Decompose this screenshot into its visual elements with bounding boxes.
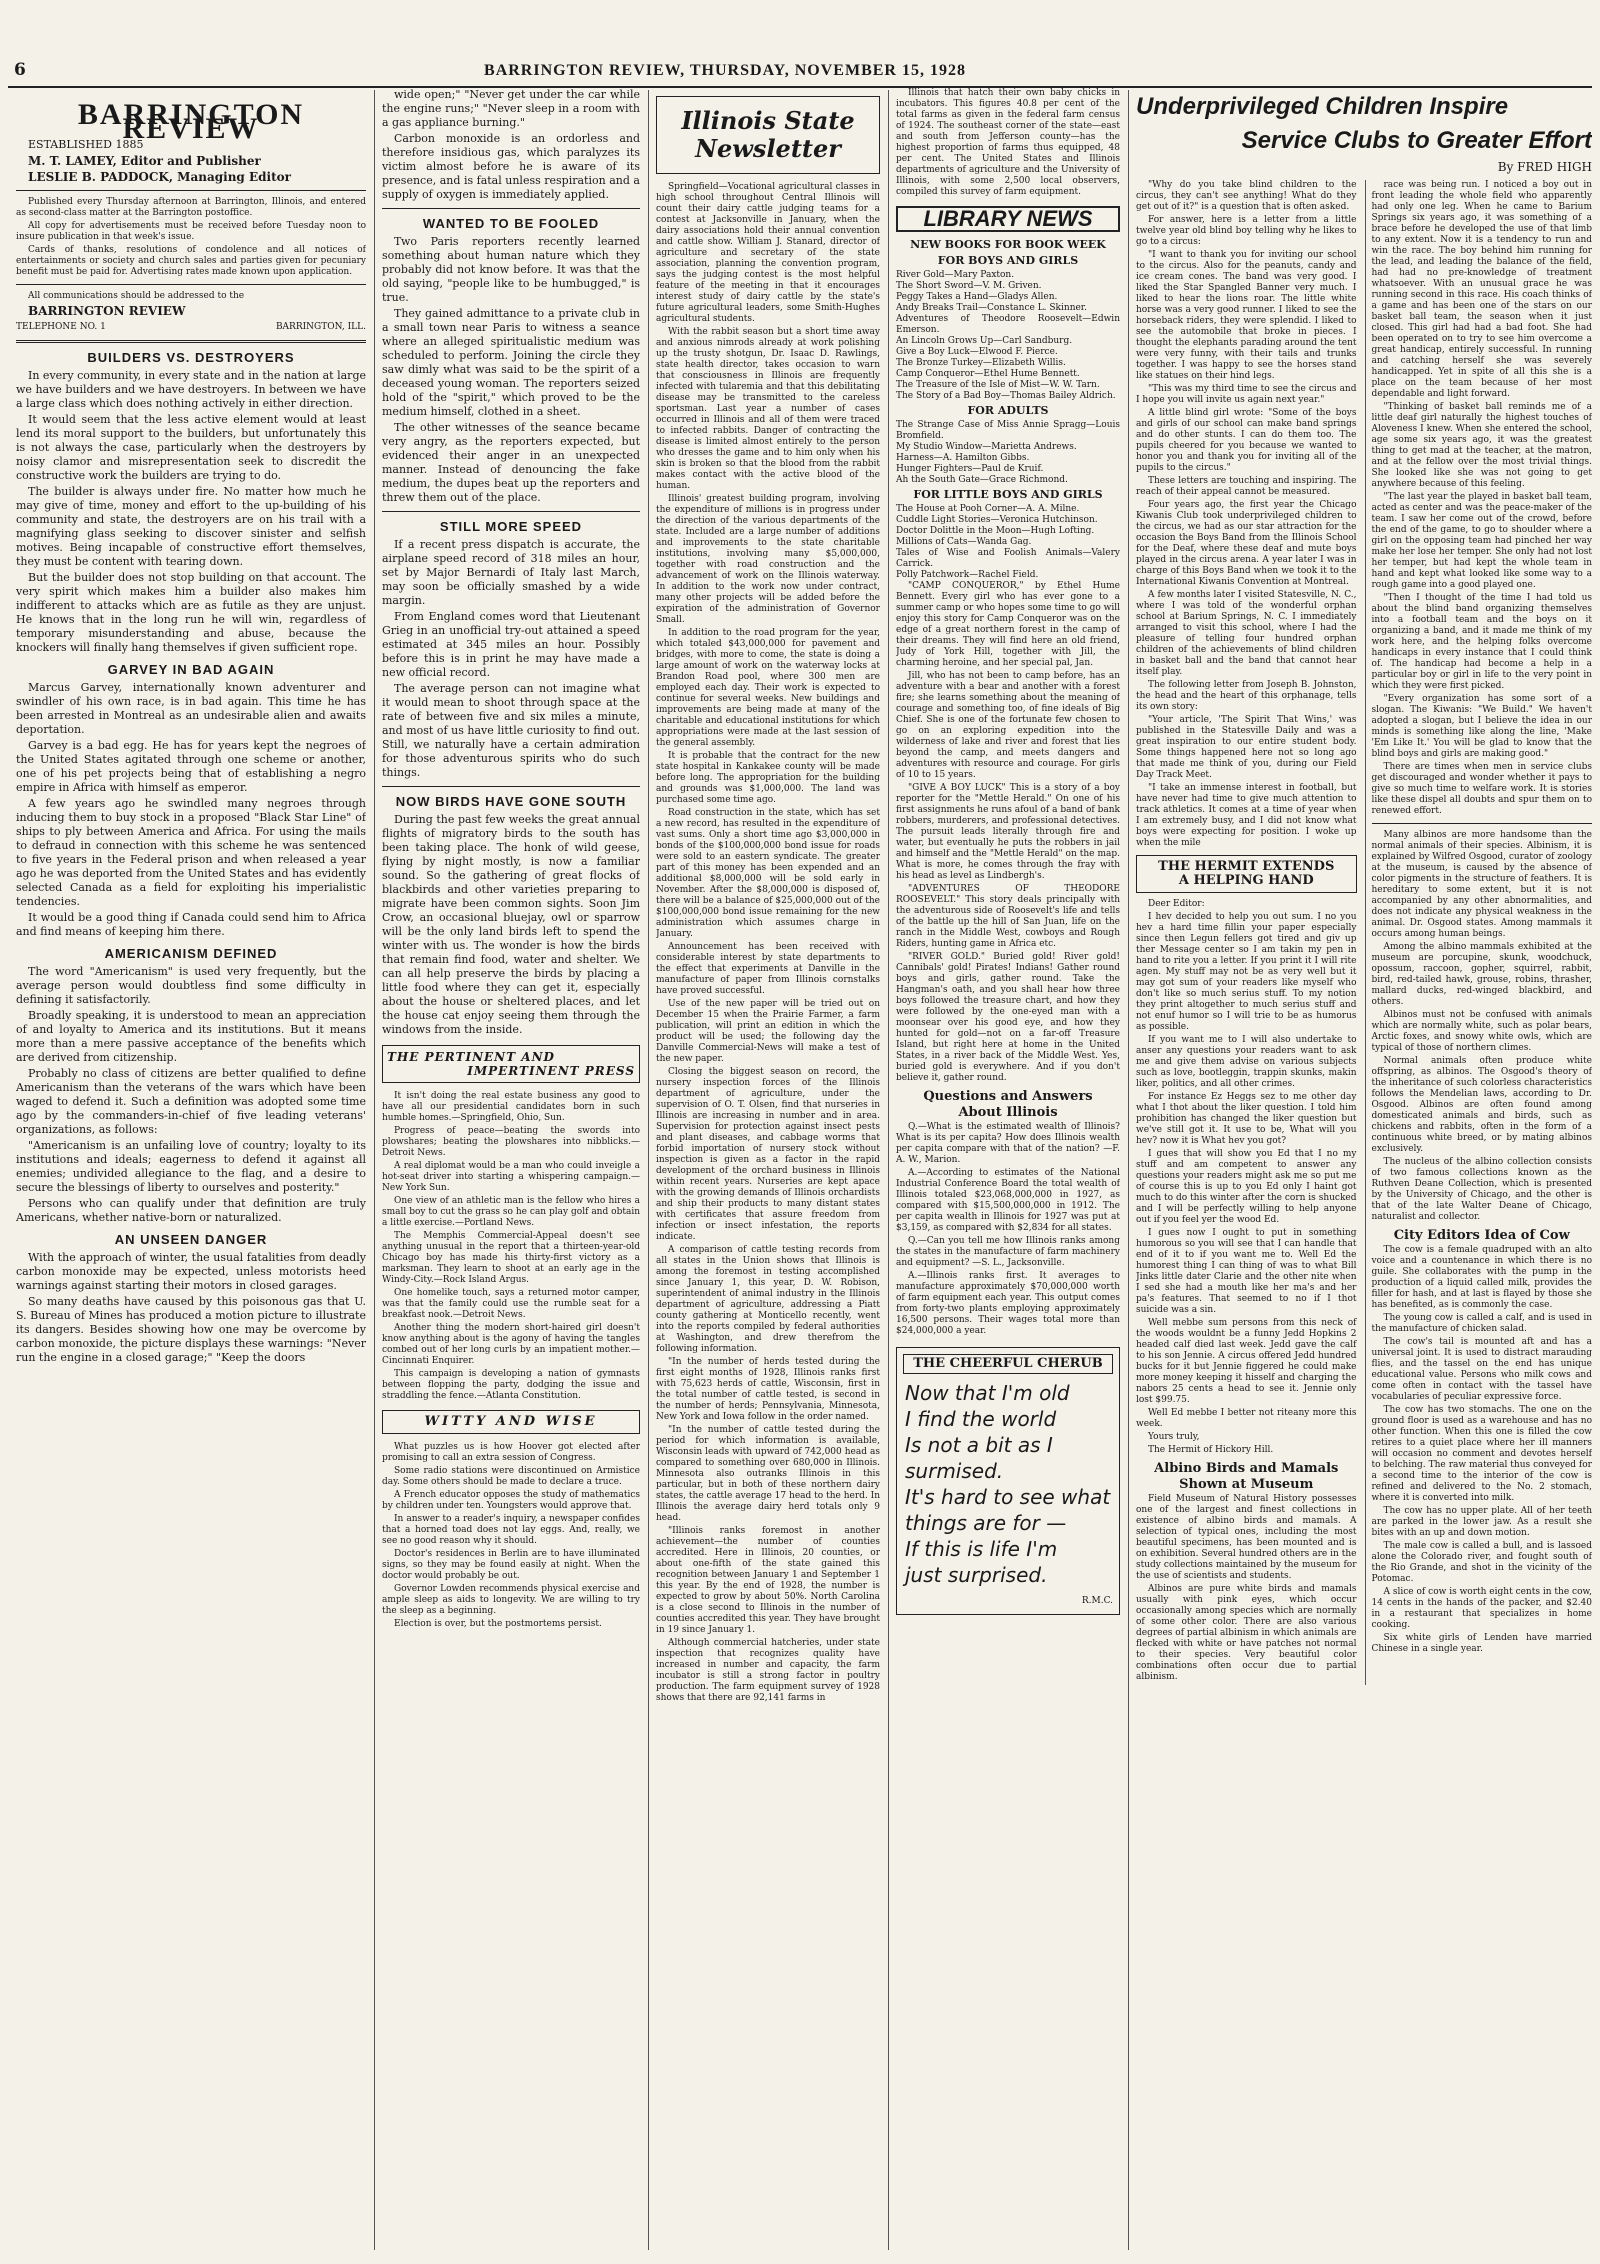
paragraph: Six white girls of Lenden have married Chinese in a single year. — [1371, 1633, 1592, 1654]
paragraph: race was being run. I noticed a boy out in front leading the whole field who apparently had only one leg. When he came to Barium Springs six years ago, it was something of a brace before he developed the use of that limb to any extent. Now it is a tendency to run and win the race. The boy behind him running for the lead, and leading the balance of the field, had had no pre-knowledge of treatment whatsoever. With an unusual grace he was running second in this race. His coach thinks of a game and has been one of the stars on our basket ball team, the season when it just closed. This girl had had a bad foot. She had been operated on to try to see him overcome a great handicap, entirely successful. In running and catching herself she was severely handicapped. Yet in spite of all this she is a place on the team because of her most dependable and light forward. — [1371, 180, 1592, 399]
paragraph: "I want to thank you for inviting our school to the circus. Also for the peanuts, candy and ice cream cones. The band was very good. I liked the Star Spangled Banner very much. I liked to hear the lions roar. The little white horse was a very good runner. I liked to see the horseback riders, they were splendid. I liked to see the automobile that broke in pieces. I thought the elephants parading around the tent were very funny, with their tails and trunks together. I was happy to see the horses stand like statues on their hind legs. — [1136, 250, 1357, 381]
book-list-little — [896, 504, 1120, 581]
managing-editor-line: LESLIE B. PADDOCK, Managing Editor — [28, 170, 291, 184]
albino-article-continued — [1372, 830, 1593, 1223]
address-name: BARRINGTON REVIEW — [28, 304, 186, 318]
paragraph: The other witnesses of the seance became very angry, as the reporters expected, but evidenced their anger in an unexpected manner. Instead of denouncing the fake medium, the dupes beat up the reporters and threw them out of the place. — [382, 421, 640, 504]
library-subhead-adults: FOR ADULTS — [967, 404, 1049, 417]
paragraph: Another thing the modern short-haired girl doesn't know anything about is the agony of having the tangles combed out of her long curls by an impatient mother.—Cincinnati Enquirer. — [382, 1323, 640, 1366]
telephone: TELEPHONE NO. 1 — [16, 322, 106, 332]
paragraph: The Memphis Commercial-Appeal doesn't see anything unusual in the report that a thirteen-year-old Chicago boy has made his thirty-first victory as a marksman. They learn to shoot at an early age in the Windy-City.—Rock Island Argus. — [382, 1231, 640, 1285]
paragraph: These letters are touching and inspiring. The reach of their appeal cannot be measured. — [1136, 476, 1357, 497]
paragraph: Governor Lowden recommends physical exercise and ample sleep as aids to longevity. We are willing to try the sleep as a beginning. — [382, 1584, 640, 1616]
paragraph: A real diplomat would be a man who could inveigle a hot-seat driver into starting a whispering campaign.—New York Sun. — [382, 1161, 640, 1193]
byline: By FRED HIGH — [1497, 160, 1592, 174]
paragraph: Doctor's residences in Berlin are to have illuminated signs, so they may be found easily at night. When the doctor would probably be out. — [382, 1549, 640, 1581]
paragraph: Announcement has been received with considerable interest by state departments to the effect that experiments at Danville in the manufacture of paper from Illinois cornstalks have proved successful. — [656, 942, 880, 996]
library-subhead-2: FOR BOYS AND GIRLS — [937, 254, 1079, 267]
paragraph: The nucleus of the albino collection consists of two famous collections known as the Ruthven Deane Collection, which is presented by the University of Chicago, and the other is that of the late Walter Deane of Chicago, naturalist and collector. — [1371, 1157, 1592, 1222]
paragraph: Camp Conqueror—Ethel Hume Bennett. — [896, 369, 1080, 379]
paragraph: "In the number of herds tested during the first eight months of 1928, Illinois ranks first with 75,623 herds of cattle, Wisconsin, first in the total number of cattle tested, is second in the number of herds; Pennsylvania, Minnesota, New York and Iowa follow in the order named. — [656, 1357, 880, 1422]
albino-title-2: Shown at Museum — [1179, 1477, 1314, 1492]
paragraph: Well mebbe sum persons from this neck of the woods wouldnt be a funny Jedd Hopkins 2 headed calf died last week. Jedd gave the calf to his son Jennie. A circus offered Jedd hundred bucks for it but Jennie figgered he could make more money keeping it hisself and charging the nabors 25 cents a head to see it. Jennie only lost $99.75. — [1136, 1318, 1357, 1405]
library-subhead-1: NEW BOOKS FOR BOOK WEEK — [910, 238, 1106, 251]
feature-title-1: Underprivileged Children Inspire — [1136, 93, 1509, 120]
paragraph: Some radio stations were discontinued on Armistice day. Some others should be made to declare a truce. — [382, 1466, 640, 1487]
paragraph: With the approach of winter, the usual fatalities from deadly carbon monoxide may be expected, unless motorists heed warnings against starting their motors in closed garages. — [16, 1251, 366, 1292]
paragraph: Doctor Dolittle in the Moon—Hugh Lofting. — [896, 526, 1095, 536]
paragraph: Many albinos are more handsome than the normal animals of their species. Albinism, it is explained by Wilfred Osgood, curator of zoology at the museum, is caused by the absence of color pigments in the structure of feathers. It is hereditary to some extent, but it is not accompanied by any other abnormalities, and does not indicate any physical weakness in the animal. Dr. Osgood states. Among mammals it occurs among human beings. — [1371, 830, 1592, 939]
paragraph: Deer Editor: — [1148, 899, 1205, 909]
paragraph: Springfield—Vocational agricultural classes in high school throughout Central Illinois will count their dairy cattle judging teams for a contest at Jacksonville in January, when the dairy associations hold their annual convention and cattle show. William J. Stanard, director of agriculture and secretary of the state association, planning the convention program, says the judging contest is the most helpful feature of the meeting in that it encourages interest study of dairy cattle by the state's future agricultural leaders, some Smith-Hughes agricultural students. — [656, 182, 880, 324]
paragraph: "Thinking of basket ball reminds me of a little deaf girl naturally the highest touches of Aloveness I knew. When she entered the school, age some six years ago, it was the greatest thing to get mad at the teacher, at the matron, and at the fellow over the most trivial things. She looked like she was not going to get anywhere because of this feeling. — [1371, 402, 1592, 489]
paragraph: One homelike touch, says a returned motor camper, was that the family could use the rumble seat for a breakfast nook.—Detroit News. — [382, 1288, 640, 1320]
paragraph: It is probable that the contract for the new state hospital in Kankakee county will be made before long. The appropriation for the building and grounds was $1,000,000. The land was purchased some time ago. — [656, 751, 880, 805]
paragraph: wide open;" "Never get under the car while the engine runs;" "Never sleep in a room with a gas appliance burning." — [382, 88, 640, 129]
paragraph: Jill, who has not been to camp before, has an adventure with a bear and another with a forest fire; she learns something about the meaning of courage and something too, of fine ideals of Big Chief. She is one of the fortunate few chosen to go on an exploring expedition into the wilderness of lake and river and forest that lies beyond the camp, and meets dangers and adventures with resource and courage. For girls of 10 to 15 years. — [896, 671, 1120, 780]
paragraph: Election is over, but the postmortems persist. — [394, 1619, 602, 1629]
paragraph: Broadly speaking, it is understood to mean an appreciation of and loyalty to America and its institutions. But it means more than a mere passive acceptance of the benefits which are derived from citizenship. — [16, 1009, 366, 1064]
paragraph: A.—According to estimates of the National Industrial Conference Board the total wealth of Illinois totaled $23,068,000,000 in 1927, as compared with $15,500,000,000 in 1912. The per capita wealth in Illinois for 1927 was put at $3,159, as compared with $2,834 for all states. — [896, 1168, 1120, 1233]
hermit-title-1: THE HERMIT EXTENDS — [1158, 859, 1335, 874]
paragraph: In every community, in every state and in the nation at large we have builders and we have destroyers. In between we have a large class which does nothing actively in either direction. — [16, 369, 366, 410]
paragraph: The Short Sword—V. M. Griven. — [896, 281, 1042, 291]
paid-notices-policy: Cards of thanks, resolutions of condolence and all notices of entertainments or society and church sales and parties given for pecuniary benefit must be paid for. Advertising rates made known upon application. — [16, 245, 366, 277]
divider — [16, 284, 366, 285]
paragraph: This campaign is developing a nation of gymnasts between flopping the party, dodging the issue and straddling the fence.—Atlanta Constitution. — [382, 1369, 640, 1401]
divider — [16, 190, 366, 191]
column-editorial-2 — [382, 88, 640, 2250]
pertinent-press-title-2: IMPERTINENT PRESS — [467, 1064, 635, 1078]
paragraph: The average person can not imagine what it would mean to shoot through space at the rate of between five and six miles a minute, and most of us have little curiosity to find out. Still, we naturally have a certain admiration for those adventurous spirits who do such things. — [382, 682, 640, 779]
column-divider — [888, 90, 889, 2250]
albino-title-1: Albino Birds and Mamals — [1154, 1461, 1339, 1476]
paragraph: The builder is always under fire. No matter how much he may give of time, money and effort to the up-building of his community and state, the destroyers are on his trail with a magnifying glass seeking to discover sinister and selfish motives. Being incapable of constructive effort themselves, they must be content with tearing down. — [16, 485, 366, 568]
paragraph: For instance Ez Heggs sez to me other day what I thot about the liker question. I told him prohibition has changed the liker question but we've still got it. It use to be, What will you hev? now it is What hev you got? — [1136, 1092, 1357, 1146]
article-wanted-fooled — [382, 235, 640, 505]
book-reviews — [896, 581, 1120, 1084]
verse-line: It's hard to see what — [905, 1485, 1111, 1509]
paragraph: "ADVENTURES OF THEODORE ROOSEVELT." This story deals principally with the adventurous side of Roosevelt's life and tells of the battle up the hill of San Juan, life on the ranch in the Middle West, cowboys and Rough Riders, hunting game in Africa etc. — [896, 884, 1120, 949]
article-unseen-danger-continued — [382, 88, 640, 202]
paragraph: Yours truly, — [1148, 1432, 1200, 1442]
paragraph: Millions of Cats—Wanda Gag. — [896, 537, 1032, 547]
paragraph: Polly Patchwork—Rachel Field. — [896, 570, 1039, 580]
feature-body — [1136, 180, 1592, 1685]
feature-article-part-2 — [1372, 180, 1593, 817]
paragraph: The following letter from Joseph B. Johnston, the head and the heart of this orphanage, tells its own story: — [1136, 680, 1357, 712]
paragraph: Progress of peace—beating the swords into plowshares; beating the plowshares into nibblicks.—Detroit News. — [382, 1126, 640, 1158]
paragraph: "Every organization has some sort of a slogan. The Kiwanis: "We Build." We haven't adopted a slogan, but I believe the idea in our minds is something like along the line, 'Make 'Em Like It.' You will be glad to know that the blind boys and girls are making good." — [1371, 694, 1592, 759]
feature-title-2: Service Clubs to Greater Effort — [1241, 127, 1592, 154]
paragraph: The Hermit of Hickory Hill. — [1148, 1445, 1274, 1455]
paragraph: If you want me to I will also undertake to anser any questions your readers want to ask me and give them advise on various subjects such as love, bootleggin, trappin skunks, makin liker, politics, and all other crimes. — [1136, 1035, 1357, 1089]
paragraph: Well Ed mebbe I better not riteany more this week. — [1136, 1408, 1357, 1429]
column-divider — [374, 90, 375, 2250]
paragraph: "RIVER GOLD." Buried gold! River gold! Cannibals' gold! Pirates! Indians! Gather round boys and girls, gather round. Take the Hangman's oath, and you shall hear how three boys followed the treasure chart, and how they were followed by the one-eyed man with a moonsear over his good eye, and how they hunted for gold—not on a far-off Treasure Island, but right here at home in the United States, in a river back of the Middle West. Yes, buried gold is everywhere. And if you don't believe it, gather round. — [896, 952, 1120, 1083]
article-unseen-danger — [16, 1251, 366, 1365]
publication-notice: Published every Thursday afternoon at Barrington, Illinois, and entered as second-class matter at the Barrington postoffice. — [16, 197, 366, 218]
verse-line: I find the world — [905, 1407, 1057, 1431]
pertinent-press-title-1: THE PERTINENT AND — [387, 1050, 555, 1064]
editor-line: M. T. LAMEY, Editor and Publisher — [28, 154, 261, 168]
paragraph: Among the albino mammals exhibited at the museum are porcupine, skunk, woodchuck, opossum, raccoon, gopher, squirrel, rabbit, bird, red-tailed hawk, grouse, robins, thrasher, mallard ducks, red-winged blackbird, and others. — [1371, 942, 1592, 1007]
copy-deadline-notice: All copy for advertisements must be received before Tuesday noon to insure publication in that week's issue. — [16, 221, 366, 242]
address-line: All communications should be addressed to the — [28, 291, 245, 301]
paragraph: It would seem that the less active element would at least lend its moral support to the builders, but unfortunately this is not always the case, particularly when the destroyers by noisy clamor and misrepresentation seek to discredit the constructive work the builders are trying to do. — [16, 413, 366, 482]
paragraph: In answer to a reader's inquiry, a newspaper confides that a horned toad does not lay eggs. And, really, we see no good reason why it should. — [382, 1514, 640, 1546]
paragraph: Adventures of Theodore Roosevelt—Edwin Emerson. — [896, 314, 1120, 335]
column-state-newsletter — [656, 88, 880, 2250]
paragraph: Carbon monoxide is an ordorless and therefore insidious gas, which paralyzes its victim almost before he is aware of its presence, and is fatal unless respiration and a supply of oxygen is immediately applied. — [382, 132, 640, 201]
feature-article-part-1 — [1136, 180, 1357, 849]
divider — [1372, 823, 1593, 824]
headline-birds-south: NOW BIRDS HAVE GONE SOUTH — [395, 794, 627, 809]
paragraph: The male cow is called a bull, and is lassoed alone the Colorado river, and fought south of the Rio Grande, and shot in the vicinity of the Potomac. — [1371, 1541, 1592, 1584]
headline-more-speed: STILL MORE SPEED — [439, 519, 583, 534]
paragraph: Normal animals often produce white offspring, as albinos. The Osgood's theory of the inheritance of such colorless characteristics follows the Mendelian laws, according to Dr. Osgood. Albinos are often found among domesticated animals and birds, such as chickens and rabbits, often in the form of a continuous white breed, or by mating albinos exclusively. — [1371, 1056, 1592, 1154]
column-divider — [1128, 90, 1129, 2250]
paragraph: An Lincoln Grows Up—Carl Sandburg. — [896, 336, 1073, 346]
paragraph: During the past few weeks the great annual flights of migratory birds to the south has been taking place. The honk of wild geese, flying by night mostly, is now a familiar sound. So the gathering of great flocks of blackbirds and other varieties preparing to migrate have been common sights. Soon Jim Crow, an occasional bluejay, owl or sparrow will be the only land birds left to spend the winter with us. The wonder is how the birds that remain find food, water and shelter. We can all help preserve the birds by placing a little food where they can get it, especially about the house or sheltered places, and let the house cat enjoy seeing them through the windows from the inside. — [382, 813, 640, 1036]
headline-builders: BUILDERS VS. DESTROYERS — [87, 350, 295, 365]
paragraph: Persons who can qualify under that definition are truly Americans, whether native-born or naturalized. — [16, 1197, 366, 1224]
paragraph: The cow's tail is mounted aft and has a universal joint. It is used to distract marauding flies, and the tassel on the end has unique educational value. Persons who milk cows and come often in contact with the tassel have vocabularies of peculiar expressive force. — [1371, 1337, 1592, 1402]
divider — [16, 340, 366, 343]
paragraph: Hunger Fighters—Paul de Kruif. — [896, 464, 1044, 474]
cherub-verse — [905, 1380, 1111, 1588]
paragraph: A slice of cow is worth eight cents in the cow, 14 cents in the hands of the packer, and $2.40 in a restaurant that specializes in home cooking. — [1371, 1587, 1592, 1630]
paragraph: "The last year the played in basket ball team, acted as center and was the peace-maker of the team. I saw her come out of the crowd, before the end of the game, to go to shoulder where a girl on the opposing team had pinched her way make her lose her temper. She only had not lost her temper, but had kept the whole team in hand and kept what looked like some way to a rough game into a good played one. — [1371, 492, 1592, 590]
column-service-clubs — [1136, 88, 1592, 2250]
paragraph: The cow has no upper plate. All of her teeth are parked in the lower jaw. As a result she bites with an up and down motion. — [1371, 1506, 1592, 1538]
verse-line: just surprised. — [905, 1563, 1048, 1587]
paragraph: If a recent press dispatch is accurate, the airplane speed record of 318 miles an hour, set by Major Bernardi of Italy last March, may soon be officially smashed by a wide margin. — [382, 538, 640, 607]
article-birds-south — [382, 813, 640, 1037]
paragraph: One view of an athletic man is the fellow who hires a small boy to cut the grass so he can play golf and obtain a little exercise.—Portland News. — [382, 1196, 640, 1228]
paragraph: Q.—Can you tell me how Illinois ranks among the states in the manufacture of farm machinery and equipment? —S. L., Jacksonville. — [896, 1236, 1120, 1268]
paragraph: The Bronze Turkey—Elizabeth Willis. — [896, 358, 1066, 368]
qa-title-2: About Illinois — [958, 1105, 1058, 1120]
paragraph: Peggy Takes a Hand—Gladys Allen. — [896, 292, 1058, 302]
paragraph: "Why do you take blind children to the circus, they can't see anything! What do they get out of it?" is a question that is often asked. — [1136, 180, 1357, 212]
column-divider — [648, 90, 649, 2250]
paragraph: Give a Boy Luck—Elwood F. Pierce. — [896, 347, 1058, 357]
established-line: ESTABLISHED 1885 — [28, 138, 144, 151]
hermit-letter — [1136, 899, 1357, 1456]
paragraph: My Studio Window—Marietta Andrews. — [896, 442, 1077, 452]
verse-line: surmised. — [905, 1459, 1004, 1483]
headline-americanism: AMERICANISM DEFINED — [104, 946, 278, 961]
paragraph: So many deaths have caused by this poisonous gas that U. S. Bureau of Mines has produced a motion picture to illustrate its dangers. Besides showing how one may be overcome by carbon monoxide, the picture displays these warnings: "Never run the engine in a closed garage;" "Keep the doors — [16, 1295, 366, 1364]
dateline: BARRINGTON REVIEW, THURSDAY, NOVEMBER 15, 1928 — [484, 62, 966, 79]
paragraph: Ah the South Gate—Grace Richmond. — [896, 475, 1068, 485]
paragraph: In addition to the road program for the year, which totaled $43,000,000 for pavement and bridges, with more to come, the state is doing a large amount of work on the waterway locks at Brandon Road pool, where 300 men are employed each day. Their work is expected to continue for several weeks. New buildings and improvements are being made at many of the charitable and educational institutions for which appropriations were made at the last session of the general assembly. — [656, 628, 880, 748]
city: BARRINGTON, ILL. — [275, 322, 366, 332]
paragraph: Albinos are pure white birds and mamals usually with pink eyes, which occur occasionally among species which are normally of some other color. There are also various degrees of partial albinism in which animals are flecked with white or have patches not normal to their species. Very beautiful color combinations often occur due to partial albinism. — [1136, 1584, 1357, 1682]
hermit-title-2: A HELPING HAND — [1178, 873, 1314, 888]
paragraph: The cow is a female quadruped with an alto voice and a countenance in which there is no guile. She collaborates with the pump in the production of a liquid called milk, provides the filler for hash, and at last is flayed by those she has benefited, as is commonly the case. — [1371, 1245, 1592, 1310]
contact-line — [16, 320, 366, 334]
paragraph: The Story of a Bad Boy—Thomas Bailey Aldrich. — [896, 391, 1116, 401]
headline-garvey: GARVEY IN BAD AGAIN — [107, 662, 275, 677]
city-editor-cow-article — [1372, 1245, 1593, 1655]
paragraph: A little blind girl wrote: "Some of the boys and girls of our school can make band springs and do other stunts. I can do them too. The pupils cheered for you because we wanted to honor you and thank you for inviting all of the pupils to the circus." — [1136, 408, 1357, 473]
article-garvey — [16, 681, 366, 939]
library-news-title: LIBRARY NEWS — [896, 206, 1120, 232]
paragraph: Harness—A. Hamilton Gibbs. — [896, 453, 1030, 463]
witty-wise-items — [382, 1442, 640, 1630]
paragraph: Tales of Wise and Foolish Animals—Valery Carrick. — [896, 548, 1120, 569]
cherub-signature: R.M.C. — [1081, 1596, 1113, 1606]
paragraph: Illinois that hatch their own baby chicks in incubators. This figures 40.8 per cent of the total farms as given in the federal farm census of 1924. The southeast corner of the state—east and south from Jefferson county—has the highest proportion of farms thus equipped, 48 per cent. The United States and Illinois departments of agriculture and the University of Illinois, with some 2,500 local observers, compiled this survey of farm equipment. — [896, 88, 1120, 197]
paragraph: "In the number of cattle tested during the period for which information is available, Wisconsin leads with upward of 742,000 head as compared to something over 680,000 in Illinois. Minnesota also outranks Illinois in this particular, but in both of these northern dairy states, the cattle average 17 head to the herd. In Illinois the average dairy herd totals only 9 head. — [656, 1425, 880, 1523]
newsletter-articles — [656, 182, 880, 1704]
page-number: 6 — [14, 60, 26, 80]
article-americanism — [16, 965, 366, 1225]
paragraph: The word "Americanism" is used very frequently, but the average person would doubtless find some difficulty in defining it satisfactorily. — [16, 965, 366, 1006]
paragraph: I gues that will show you Ed that I no my stuff and am competent to answer any questions your readers might ask me so put me of course this is up to you Ed only I haint got much to do this winter after the corn is shucked and I will be perfectly willing to help anyone out if you feel yer the wood Ed. — [1136, 1149, 1357, 1225]
verse-line: If this is life I'm — [905, 1537, 1058, 1561]
verse-line: Now that I'm old — [905, 1381, 1070, 1405]
paragraph: From England comes word that Lieutenant Grieg in an unofficial try-out attained a speed estimated at 345 miles an hour. Possibly before this is in print he may have made a new official record. — [382, 610, 640, 679]
library-subhead-little: FOR LITTLE BOYS AND GIRLS — [913, 488, 1103, 501]
paragraph: Use of the new paper will be tried out on December 15 when the Prairie Farmer, a farm publication, will print an edition in which the product will be used; the following day the Danville Commercial-News will make a test of the new paper. — [656, 999, 880, 1064]
paragraph: Closing the biggest season on record, the nursery inspection forces of the Illinois department of agriculture, under the supervision of O. T. Olsen, find that nurseries in Illinois are increasing in number and in area. Supervision for protection against insect pests and plant diseases, and cabbage worms that forbid importation of nursery stock without inspection is given as a factor in the rapid development of the orchard business in Illinois within recent years. Nurseries are kept apace with the growing demands of Illinois orchardists and ship their products to many distant states with certificates that assure freedom from infection or insect infestation, the reports indicate. — [656, 1067, 880, 1242]
paragraph: Cuddle Light Stories—Veronica Hutchinson. — [896, 515, 1098, 525]
qa-items — [896, 1122, 1120, 1337]
paragraph: A few years ago he swindled many negroes through inducing them to buy stock in a proposed "Black Star Line" of ships to ply between America and Africa. For using the mails to defraud in connection with this scheme he was sentenced to five years in the Federal prison and when released a year ago he was deported from the United States and has evidently selected Canada as a field for exploiting his imperialistic tendencies. — [16, 797, 366, 908]
paragraph: The Strange Case of Miss Annie Spragg—Louis Bromfield. — [896, 420, 1120, 441]
book-list-boys-girls — [896, 270, 1120, 402]
column-editorial-1 — [16, 88, 366, 2250]
newsletter-title-1: Illinois State — [681, 106, 855, 135]
paragraph: I hev decided to help you out sum. I no you hev a hard time fillin your paper especially since then Legun fellers got tired and giv up ther Message center so I am takin my pen in hand to rite you a letter. If you print it I will rite agen. My stuff may not be as very well but it may got sum of your readers like myself who don't like so much serius stuff. To my notion they print altogether to much serius stuff and not enuf humor so I will trie to be as humorus as possible. — [1136, 912, 1357, 1032]
paragraph: Andy Breaks Trail—Constance L. Skinner. — [896, 303, 1087, 313]
pertinent-press-header — [382, 1045, 640, 1083]
divider — [382, 786, 640, 787]
paragraph: What puzzles us is how Hoover got elected after promising to call an extra session of Congress. — [382, 1442, 640, 1463]
paragraph: It isn't doing the real estate business any good to have all our presidential candidates born in such humble homes.—Springfield, Ohio, Sun. — [382, 1091, 640, 1123]
feature-col-right — [1365, 180, 1593, 1685]
divider — [382, 511, 640, 512]
newsletter-title-box — [656, 96, 880, 174]
paragraph: Albinos must not be confused with animals which are normally white, such as polar bears, Arctic foxes, and snowy white owls, which are typical of those of northern climes. — [1371, 1010, 1592, 1053]
city-editor-cow-title: City Editors Idea of Cow — [1393, 1228, 1570, 1243]
paragraph: It would be a good thing if Canada could send him to Africa and find means of keeping him there. — [16, 911, 366, 938]
qa-title-1: Questions and Answers — [923, 1089, 1093, 1104]
albino-article — [1136, 1494, 1357, 1683]
paragraph: I gues now I ought to put in something humorous so you will see that I can handle that end of it to if you want me to. Well Ed the humorest thing I can thing of was to what Bill Jinks little dater Clarie and the other nite when I sed she had a mouth like her ma's and her pa's features. That seemed to no if I thot suicide was a sin. — [1136, 1228, 1357, 1315]
paragraph: A few months later I visited Statesville, N. C., where I was told of the wonderful orphan school at Barium Springs, N. C. I immediately arranged to visit this school, where I had the pleasure of telling four hundred orphan children of the achievements of blind children in basket ball and the band that cannot hear itself play. — [1136, 590, 1357, 677]
book-list-adults — [896, 420, 1120, 486]
paragraph: There are times when men in service clubs get discouraged and wonder whether it pays to give so much time to welfare work. It is stories like these dispel all doubts and spur them on to renewed effort. — [1371, 762, 1592, 816]
paragraph: Marcus Garvey, internationally known adventurer and swindler of his own race, is in bad again. This time he has been arrested in Montreal as an undesirable alien and awaits deportation. — [16, 681, 366, 736]
paragraph: A.—Illinois ranks first. It averages to manufacture approximately $70,000,000 worth of farm equipment each year. This output comes from forty-two plants employing approximately 16,500 persons. Their wages total more than $24,000,000 a year. — [896, 1271, 1120, 1336]
paragraph: Four years ago, the first year the Chicago Kiwanis Club took underprivileged children to the circus, we had as our star attraction for the occasion the Boys Band from the Illinois School for the Deaf, where these deaf and mute boys played in the circus arena. A year later I was in charge of this Boys Band when we took it to the International Kiwanis Convention at Montreal. — [1136, 500, 1357, 587]
cherub-title: THE CHEERFUL CHERUB — [903, 1354, 1113, 1374]
article-builders — [16, 369, 366, 655]
paragraph: "Your article, 'The Spirit That Wins,' was published in the Statesville Daily and was a great inspiration to our entire student body. Some things happened here not so long ago that made me think of you, during our Field Day Track Meet. — [1136, 715, 1357, 780]
paragraph: Two Paris reporters recently learned something about human nature which they probably did not know before. It was that the old saying, "people like to be humbugged," is true. — [382, 235, 640, 304]
divider — [382, 208, 640, 209]
verse-line: Is not a bit as I — [905, 1433, 1053, 1457]
paragraph: "This was my third time to see the circus and I hope you will invite us again next year." — [1136, 384, 1357, 405]
paragraph: River Gold—Mary Paxton. — [896, 270, 1015, 280]
paragraph: The young cow is called a calf, and is used in the manufacture of chicken salad. — [1371, 1313, 1592, 1334]
paragraph: The House at Pooh Corner—A. A. Milne. — [896, 504, 1080, 514]
paragraph: For answer, here is a letter from a little twelve year old blind boy telling why he likes to go to a circus: — [1136, 215, 1357, 247]
paragraph: Road construction in the state, which has set a new record, has resulted in the expenditure of vast sums. Only a short time ago $3,000,000 in bonds of the $100,000,000 bond issue for roads were sold to an eastern syndicate. The greater part of this money has been expended and an additional $8,000,000 will be sold early in November. After the $8,000,000 is disposed of, there will be a balance of $25,000,000 out of the $100,000,000 bond issue remaining for the new administration which assumes charge in January. — [656, 808, 880, 939]
article-more-speed — [382, 538, 640, 780]
paragraph: "Illinois ranks foremost in another achievement—the number of counties accredited. Here in Illinois, 20 counties, or about one-fifth of the state gained this recognition between January 1 and September 1 this year. By the end of 1928, the number is expected to grow by about 50%. North Carolina is a close second to Illinois in the number of counties accredited this year. They have brought in 19 since January 1. — [656, 1526, 880, 1635]
pertinent-press-items — [382, 1091, 640, 1402]
witty-wise-title: WITTY AND WISE — [424, 1414, 598, 1429]
paragraph: Garvey is a bad egg. He has for years kept the negroes of the United States agitated through one scheme or another, one of his pet projects being that of establishing a negro empire in Africa with himself as emperor. — [16, 739, 366, 794]
headline-wanted-fooled: WANTED TO BE FOOLED — [422, 216, 600, 231]
paragraph: Although commercial hatcheries, under state inspection that recognizes quality have increased in number and capacity, the farm incubator is still a strong factor in poultry production. The farm equipment survey of 1928 shows that there are 92,141 farms in — [656, 1638, 880, 1703]
newsletter-title-2: Newsletter — [695, 134, 841, 163]
column-library — [896, 88, 1120, 2250]
paragraph: "Then I thought of the time I had told us about the blind band organizing themselves into a football team and the boys on it organizing a band, and it made me think of my work here, and the helping folks overcome handicaps in every instance that I could think of. The handicap had become a help in a particular boy or girl in life to the very point in which they were first picked. — [1371, 593, 1592, 691]
verse-line: things are for — — [905, 1511, 1067, 1535]
paragraph: A comparison of cattle testing records from all states in the Union shows that Illinois is among the foremost in testing accomplished since January 1, this year, D. W. Robison, superintendent of animal industry in the Illinois department of agriculture, addressing a Piatt county gathering at Monticello recently, went into the reports compiled by federal authorities at Washington, and drew therefrom the following information. — [656, 1245, 880, 1354]
paragraph: The Treasure of the Isle of Mist—W. W. Tarn. — [896, 380, 1100, 390]
headline-unseen-danger: AN UNSEEN DANGER — [114, 1232, 268, 1247]
hermit-title-box — [1136, 855, 1357, 893]
paragraph: They gained admittance to a private club in a small town near Paris to witness a seance where an alleged spiritualistic medium was scheduled to perform. Joining the circle they saw dimly what was said to be the spirit of a deceased young woman. The reporters seized hold of the "spirit," which proved to be the medium himself, clothed in a sheet. — [382, 307, 640, 418]
paragraph: "CAMP CONQUEROR," by Ethel Hume Bennett. Every girl who has ever gone to a summer camp or who hopes some time to go will enjoy this story for Camp Conqueror was on the edge of a great northern forest in the camp of their dreams. They will find here an old friend, Judy of York Hill, together with Jill, the charming heroine, and her special pal, Jan. — [896, 581, 1120, 668]
paragraph: With the rabbit season but a short time away and anxious nimrods already at work polishing up the trusty shotgun, Dr. Isaac D. Rawlings, state health director, takes occasion to warn that consciousness in Illinois are frequently infected with tularemia and that this debilitating disease may be transmitted to the careless sportsman. Last year a number of cases occurred in Illinois and all of them were traced to infected rabbits. Danger of contracting the disease is limited almost entirely to the person who dresses the game and to him only when his skin is broken so that the blood from the rabbit makes contact with the active blood of the human. — [656, 327, 880, 491]
paragraph: Probably no class of citizens are better qualified to define Americanism than the veterans of the wars which have been waged to defend it. Such a definition was adopted some time ago by the commanders-in-chief of five leading veterans' organizations, as follows: — [16, 1067, 366, 1136]
paragraph: Q.—What is the estimated wealth of Illinois? What is its per capita? How does Illinois wealth per capita compare with that of the nation? —F. A. W., Marion. — [896, 1122, 1120, 1165]
masthead: BARRINGTON REVIEW — [77, 98, 305, 145]
witty-wise-header — [382, 1410, 640, 1434]
cheerful-cherub-box — [896, 1347, 1120, 1615]
paragraph: "I take an immense interest in football, but have never had time to give much attention to track athletics. It comes at a time of year when I am extremely busy, and I did not know what boys were expecting for position. I woke up when the mile — [1136, 783, 1357, 848]
paragraph: "Americanism is an unfailing love of country; loyalty to its institutions and ideals; eagerness to defend it against all enemies; undivided allegiance to the flag, and a desire to secure the blessings of liberty to ourselves and posterity." — [16, 1139, 366, 1194]
farm-survey-continued — [896, 88, 1120, 198]
paragraph: Illinois' greatest building program, involving the expenditure of millions is in progress under the direction of the various departments of the state. Included are a large number of additions and improvements to the state charitable institutions, involving many $5,000,000, together with road construction and the advancement of work on the Illinois waterway. In addition to the work now under contract, many other projects will be added before the expiration of the administration of Governor Small. — [656, 494, 880, 625]
paragraph: The cow has two stomachs. The one on the ground floor is used as a warehouse and has no other function. When this one is filled the cow retires to a quiet place where her ill manners will occasion no comment and devotes herself to belching. The raw material thus conveyed for a second time to the interior of the cow is refined and delivered to the No. 2 stomach, where it is converted into milk. — [1371, 1405, 1592, 1503]
paragraph: But the builder does not stop building on that account. The very spirit which makes him a builder also makes him indifferent to attacks which are as futile as they are unjust. He knows that in the long run he will win, regardless of temporary misunderstanding and abuse, because the knockers will finally hang themselves if given sufficient rope. — [16, 571, 366, 654]
paragraph: "GIVE A BOY LUCK" This is a story of a boy reporter for the "Mettle Herald." On one of his first assignments he runs afoul of a band of bank robbers, murderers, and professional detectives. The pursuit leads literally through fire and water, but eventually he puts the robbers in jail and himself and the "Mettle Herald" on the map. What is more, he comes through the fray with his head as level as Lindbergh's. — [896, 783, 1120, 881]
feature-col-left — [1136, 180, 1357, 1685]
paragraph: Field Museum of Natural History possesses one of the largest and finest collections in existence of albino birds and mamals. A selection of typical ones, including the most beautiful specimens, has been mounted and is on exhibition. Several hundred others are in the study collections maintained by the museum for the use of scientists and students. — [1136, 1494, 1357, 1581]
paragraph: A French educator opposes the study of mathematics by children under ten. Youngsters would approve that. — [382, 1490, 640, 1511]
